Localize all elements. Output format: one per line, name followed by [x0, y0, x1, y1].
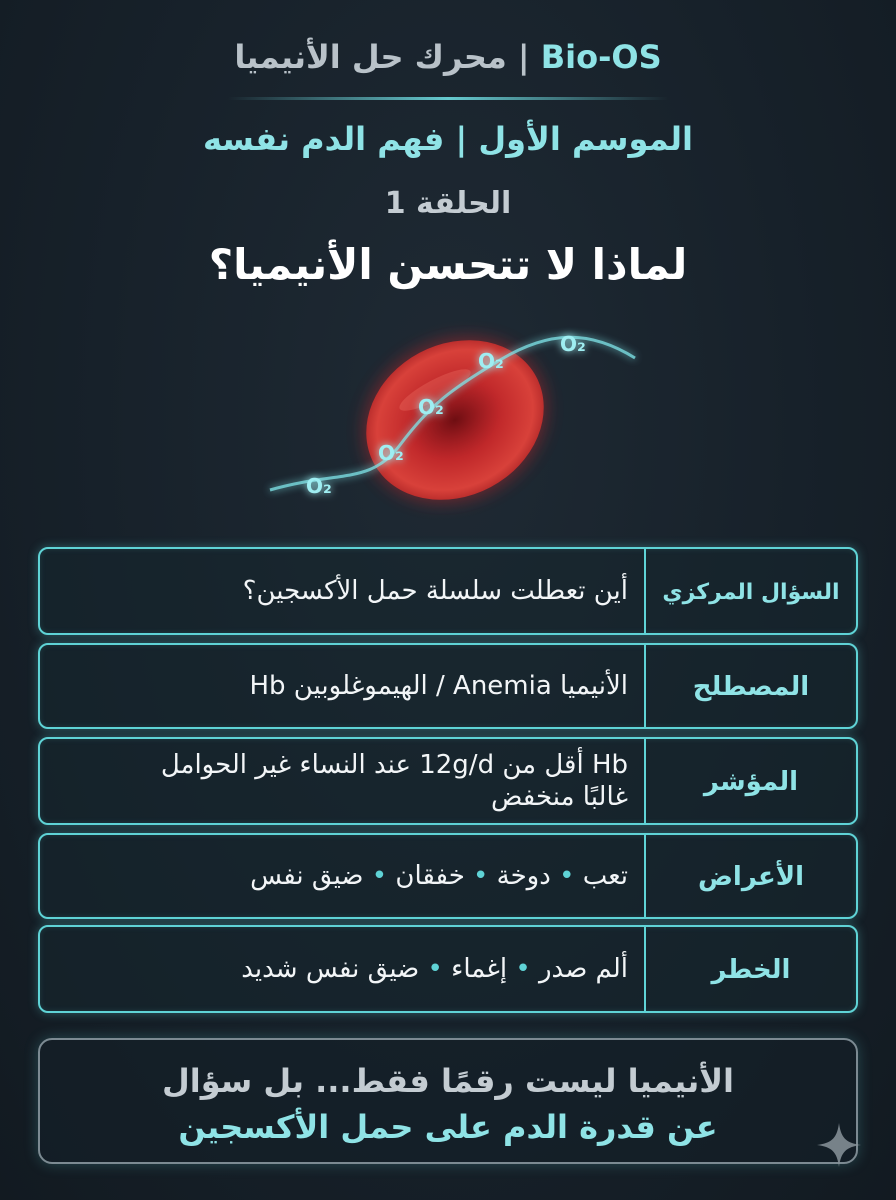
table-row — [38, 833, 858, 919]
risk-item: ألم صدر — [539, 954, 628, 984]
row-label: المؤشر — [644, 739, 856, 823]
main-title: لماذا لا تتحسن الأنيميا؟ — [208, 240, 688, 289]
row-label: المصطلح — [644, 645, 856, 727]
table-row — [38, 547, 858, 635]
symptom-item: تعب — [582, 861, 628, 891]
bullet-dot: • — [559, 861, 575, 891]
oxygen-molecule-label: O₂ — [560, 332, 586, 356]
oxygen-molecule-label: O₂ — [478, 349, 504, 373]
row-value-text: الأنيميا Anemia / الهيموغلوبين Hb — [249, 671, 628, 701]
table-row — [38, 925, 858, 1013]
season-title: الموسم الأول | فهم الدم نفسه — [202, 120, 693, 158]
row-value — [40, 927, 644, 1011]
symptom-list — [40, 860, 628, 892]
brand-name: Bio-OS — [540, 38, 662, 76]
risk-item: ضيق نفس شديد — [241, 954, 420, 984]
table-row — [38, 643, 858, 729]
header-subtitle: محرك حل الأنيميا — [234, 38, 507, 76]
bullet-dot: • — [371, 861, 388, 891]
row-value — [40, 645, 644, 727]
table-row — [38, 737, 858, 825]
row-label: الخطر — [644, 927, 856, 1011]
oxygen-molecule-label: O₂ — [306, 474, 332, 498]
row-value-line: غالبًا منخفض — [490, 782, 628, 812]
footer-callout — [38, 1038, 858, 1164]
header-title — [0, 38, 896, 76]
symptom-item: ضيق نفس — [250, 861, 364, 891]
red-blood-cell-illustration — [250, 310, 670, 530]
footer-line-2: عن قدرة الدم على حمل الأكسجين — [178, 1108, 718, 1146]
footer-line-1: الأنيميا ليست رقمًا فقط... بل سؤال — [161, 1062, 735, 1100]
bullet-dot: • — [427, 954, 443, 984]
row-label: السؤال المركزي — [644, 549, 856, 633]
bullet-dot: • — [515, 954, 531, 984]
row-label: الأعراض — [644, 835, 856, 917]
episode-number: الحلقة 1 — [384, 186, 512, 221]
header-divider — [228, 97, 668, 100]
row-value-text: أين تعطلت سلسلة حمل الأكسجين؟ — [242, 576, 628, 606]
row-value-line: Hb أقل من 12g/d عند النساء غير الحوامل — [160, 750, 628, 780]
oxygen-molecule-label: O₂ — [418, 395, 444, 419]
symptom-item: دوخة — [496, 861, 551, 891]
oxygen-molecule-label: O₂ — [378, 441, 404, 465]
sparkle-icon — [814, 1120, 864, 1170]
bullet-dot: • — [473, 861, 489, 891]
row-value — [40, 739, 644, 823]
header-separator: | — [506, 38, 541, 76]
row-value — [40, 549, 644, 633]
symptom-item: خفقان — [395, 861, 465, 891]
row-value — [40, 835, 644, 917]
risk-item: إغماء — [451, 954, 508, 984]
risk-list — [40, 953, 628, 985]
